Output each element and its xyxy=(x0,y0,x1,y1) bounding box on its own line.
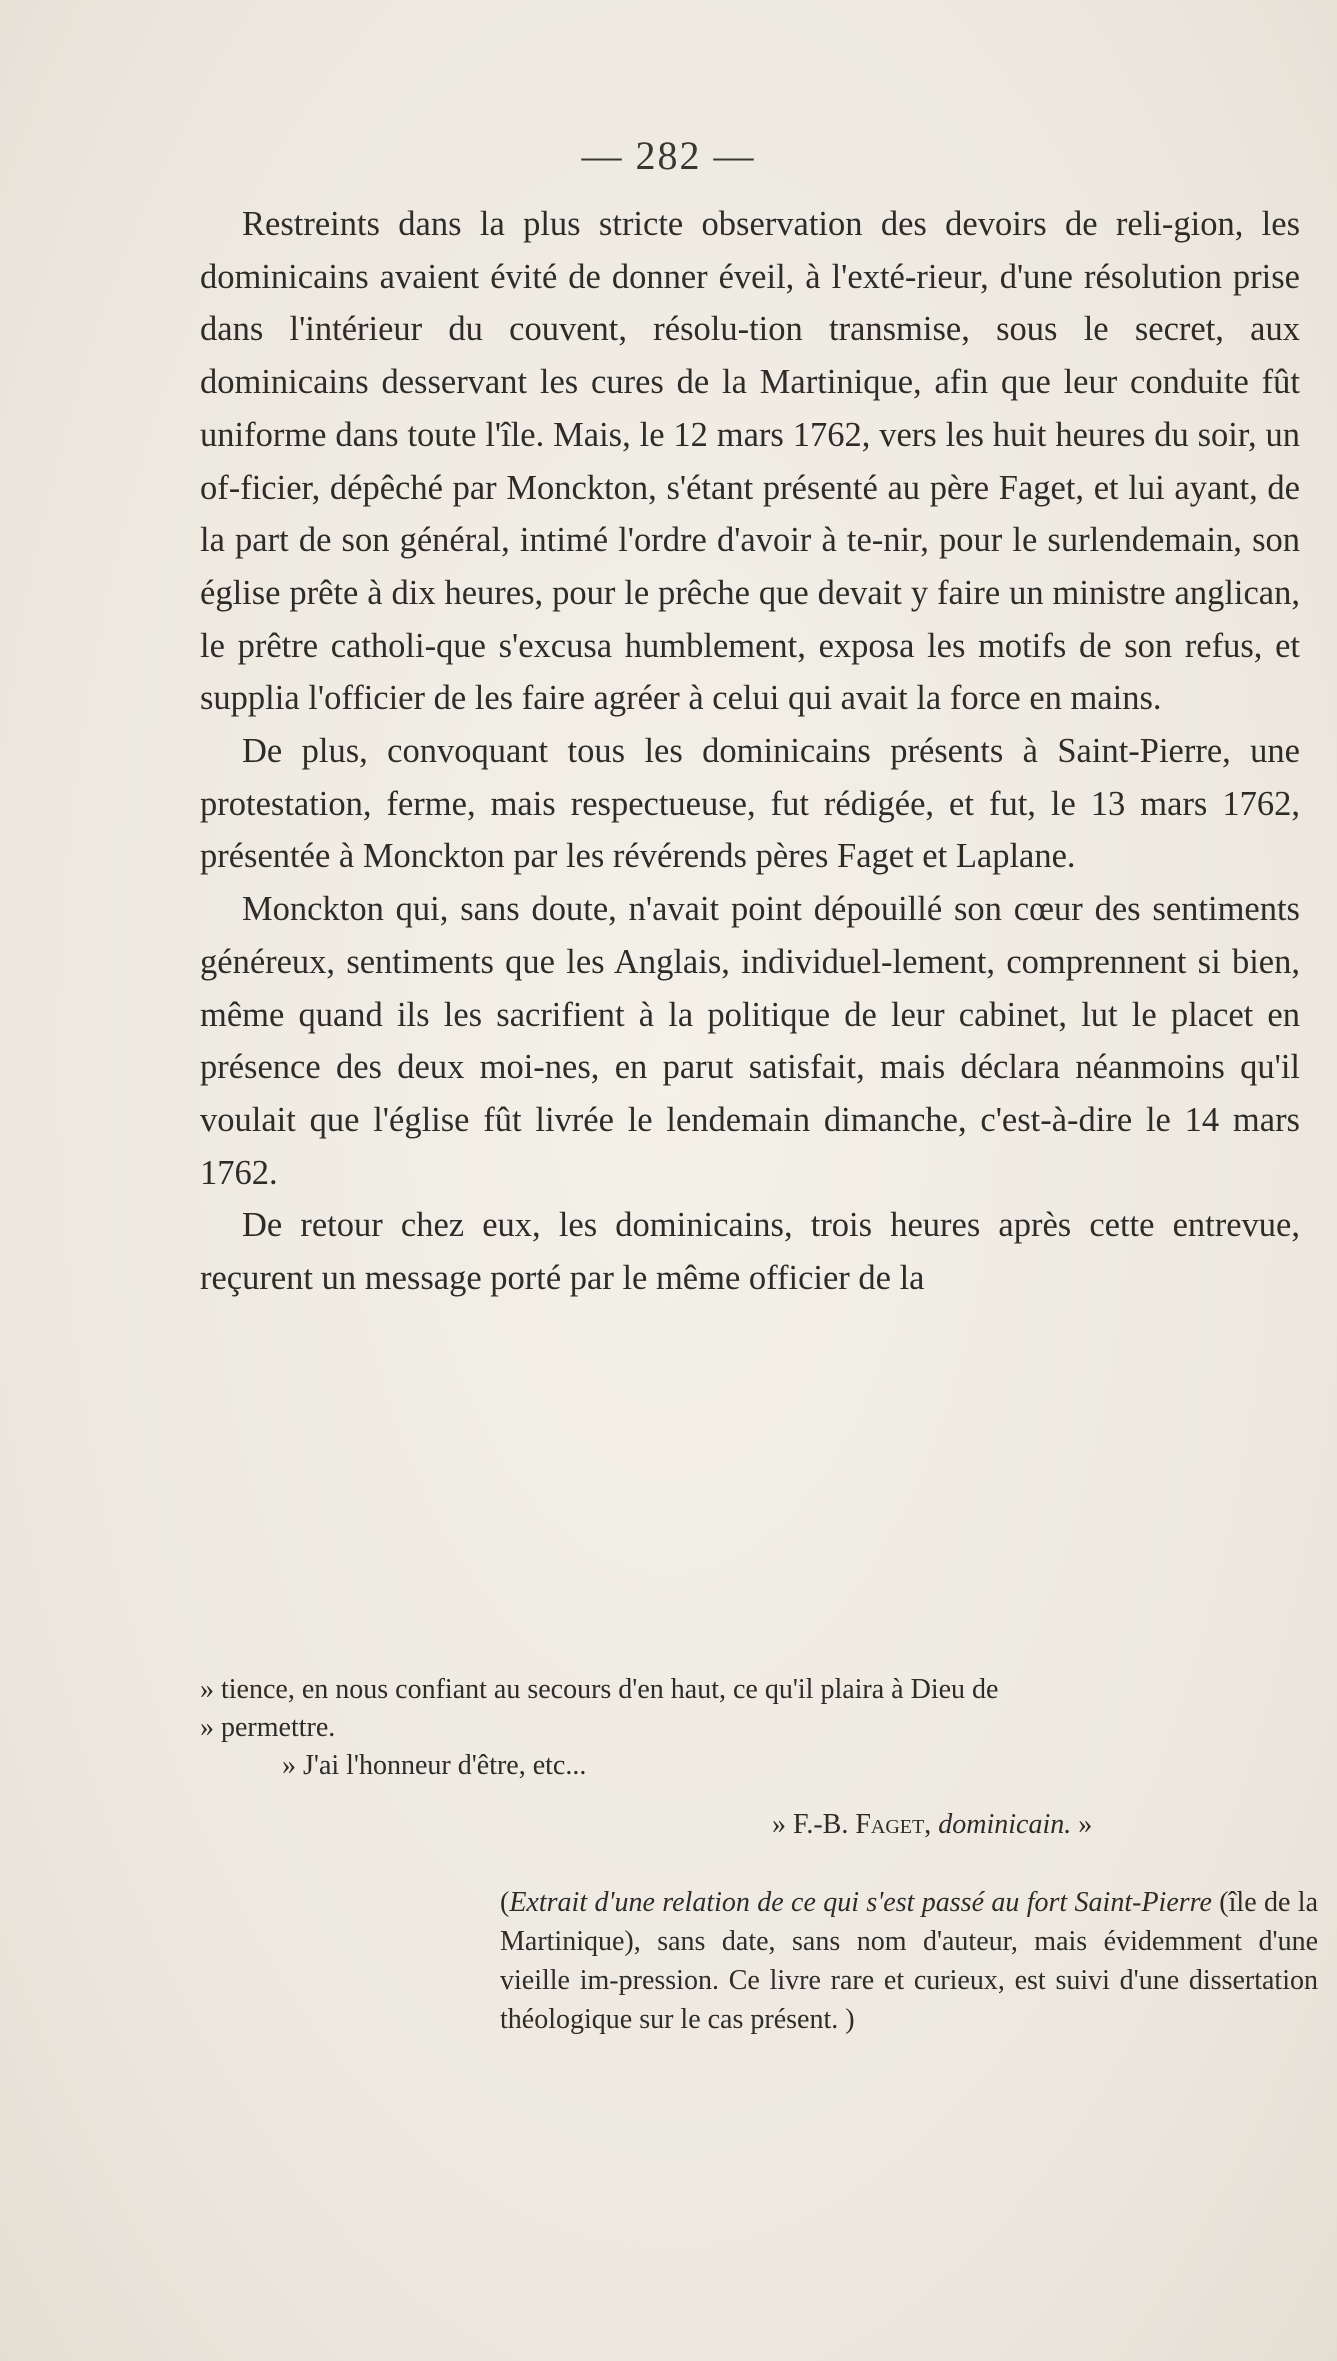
main-text xyxy=(200,198,1300,1305)
footnote-line-2: » permettre. xyxy=(200,1712,336,1743)
signature-separator: , xyxy=(924,1809,939,1840)
citation-title: Extrait d'une relation de ce qui s'est passé au fort Saint-Pierre xyxy=(509,1887,1212,1918)
citation-rest: (île de la Martinique), sans date, sans nom d'auteur, mais évidemment d'une vieille im-pression. Ce livre rare et curieux, est suivi d'une dissertation théologique sur le cas présent. ) xyxy=(500,1887,1318,2035)
signature-suffix: » xyxy=(1071,1809,1093,1840)
signature-prefix: » F.-B. xyxy=(772,1809,856,1840)
footnote-signature xyxy=(200,1806,1308,1844)
paragraph-1: Restreints dans la plus stricte observation des devoirs de reli-gion, les dominicains avaient évité de donner éveil, à l'exté-rieur, d'une résolution prise dans l'intérieur du couvent, résolu-tion transmise, sous le secret, aux dominicains desservant les cures de la Martinique, afin que leur conduite fût uniforme dans toute l'île. Mais, le 12 mars 1762, vers les huit heures du soir, un of-ficier, dépêché par Monckton, s'étant présenté au père Faget, et lui ayant, de la part de son général, intimé l'ordre d'avoir à te-nir, pour le surlendemain, son église prête à dix heures, pour le prêche que devait y faire un ministre anglican, le prêtre catholi-que s'excusa humblement, exposa les motifs de son refus, et supplia l'officier de les faire agréer à celui qui avait la force en mains. xyxy=(200,205,1300,718)
footnote-line-3: » J'ai l'honneur d'être, etc... xyxy=(282,1750,587,1781)
footnote-line-1: » tience, en nous confiant au secours d'en haut, ce qu'il plaira à Dieu de xyxy=(200,1674,999,1705)
paragraph-2: De plus, convoquant tous les dominicains présents à Saint-Pierre, une protestation, ferme, mais respectueuse, fut rédigée, et fut, le 13 mars 1762, présentée à Monckton par les révérends pères Faget et Laplane. xyxy=(200,732,1300,876)
paragraph-4: De retour chez eux, les dominicains, trois heures après cette entrevue, reçurent un message porté par le même officier de la xyxy=(200,1206,1300,1298)
signature-title: dominicain. xyxy=(938,1809,1072,1840)
citation-open: ( xyxy=(500,1887,510,1918)
signature-name: Faget xyxy=(855,1809,925,1840)
page-number: — 282 — xyxy=(581,133,756,178)
footnote xyxy=(200,1671,1308,1844)
source-citation xyxy=(500,1883,1318,2039)
paragraph-3: Monckton qui, sans doute, n'avait point dépouillé son cœur des sentiments généreux, sentiments que les Anglais, individuel-lement, comprennent si bien, même quand ils les sacrifient à la politique de leur cabinet, lut le placet en présence des deux moi-nes, en parut satisfait, mais déclara néanmoins qu'il voulait que l'église fût livrée le lendemain dimanche, c'est-à-dire le 14 mars 1762. xyxy=(200,890,1300,1192)
